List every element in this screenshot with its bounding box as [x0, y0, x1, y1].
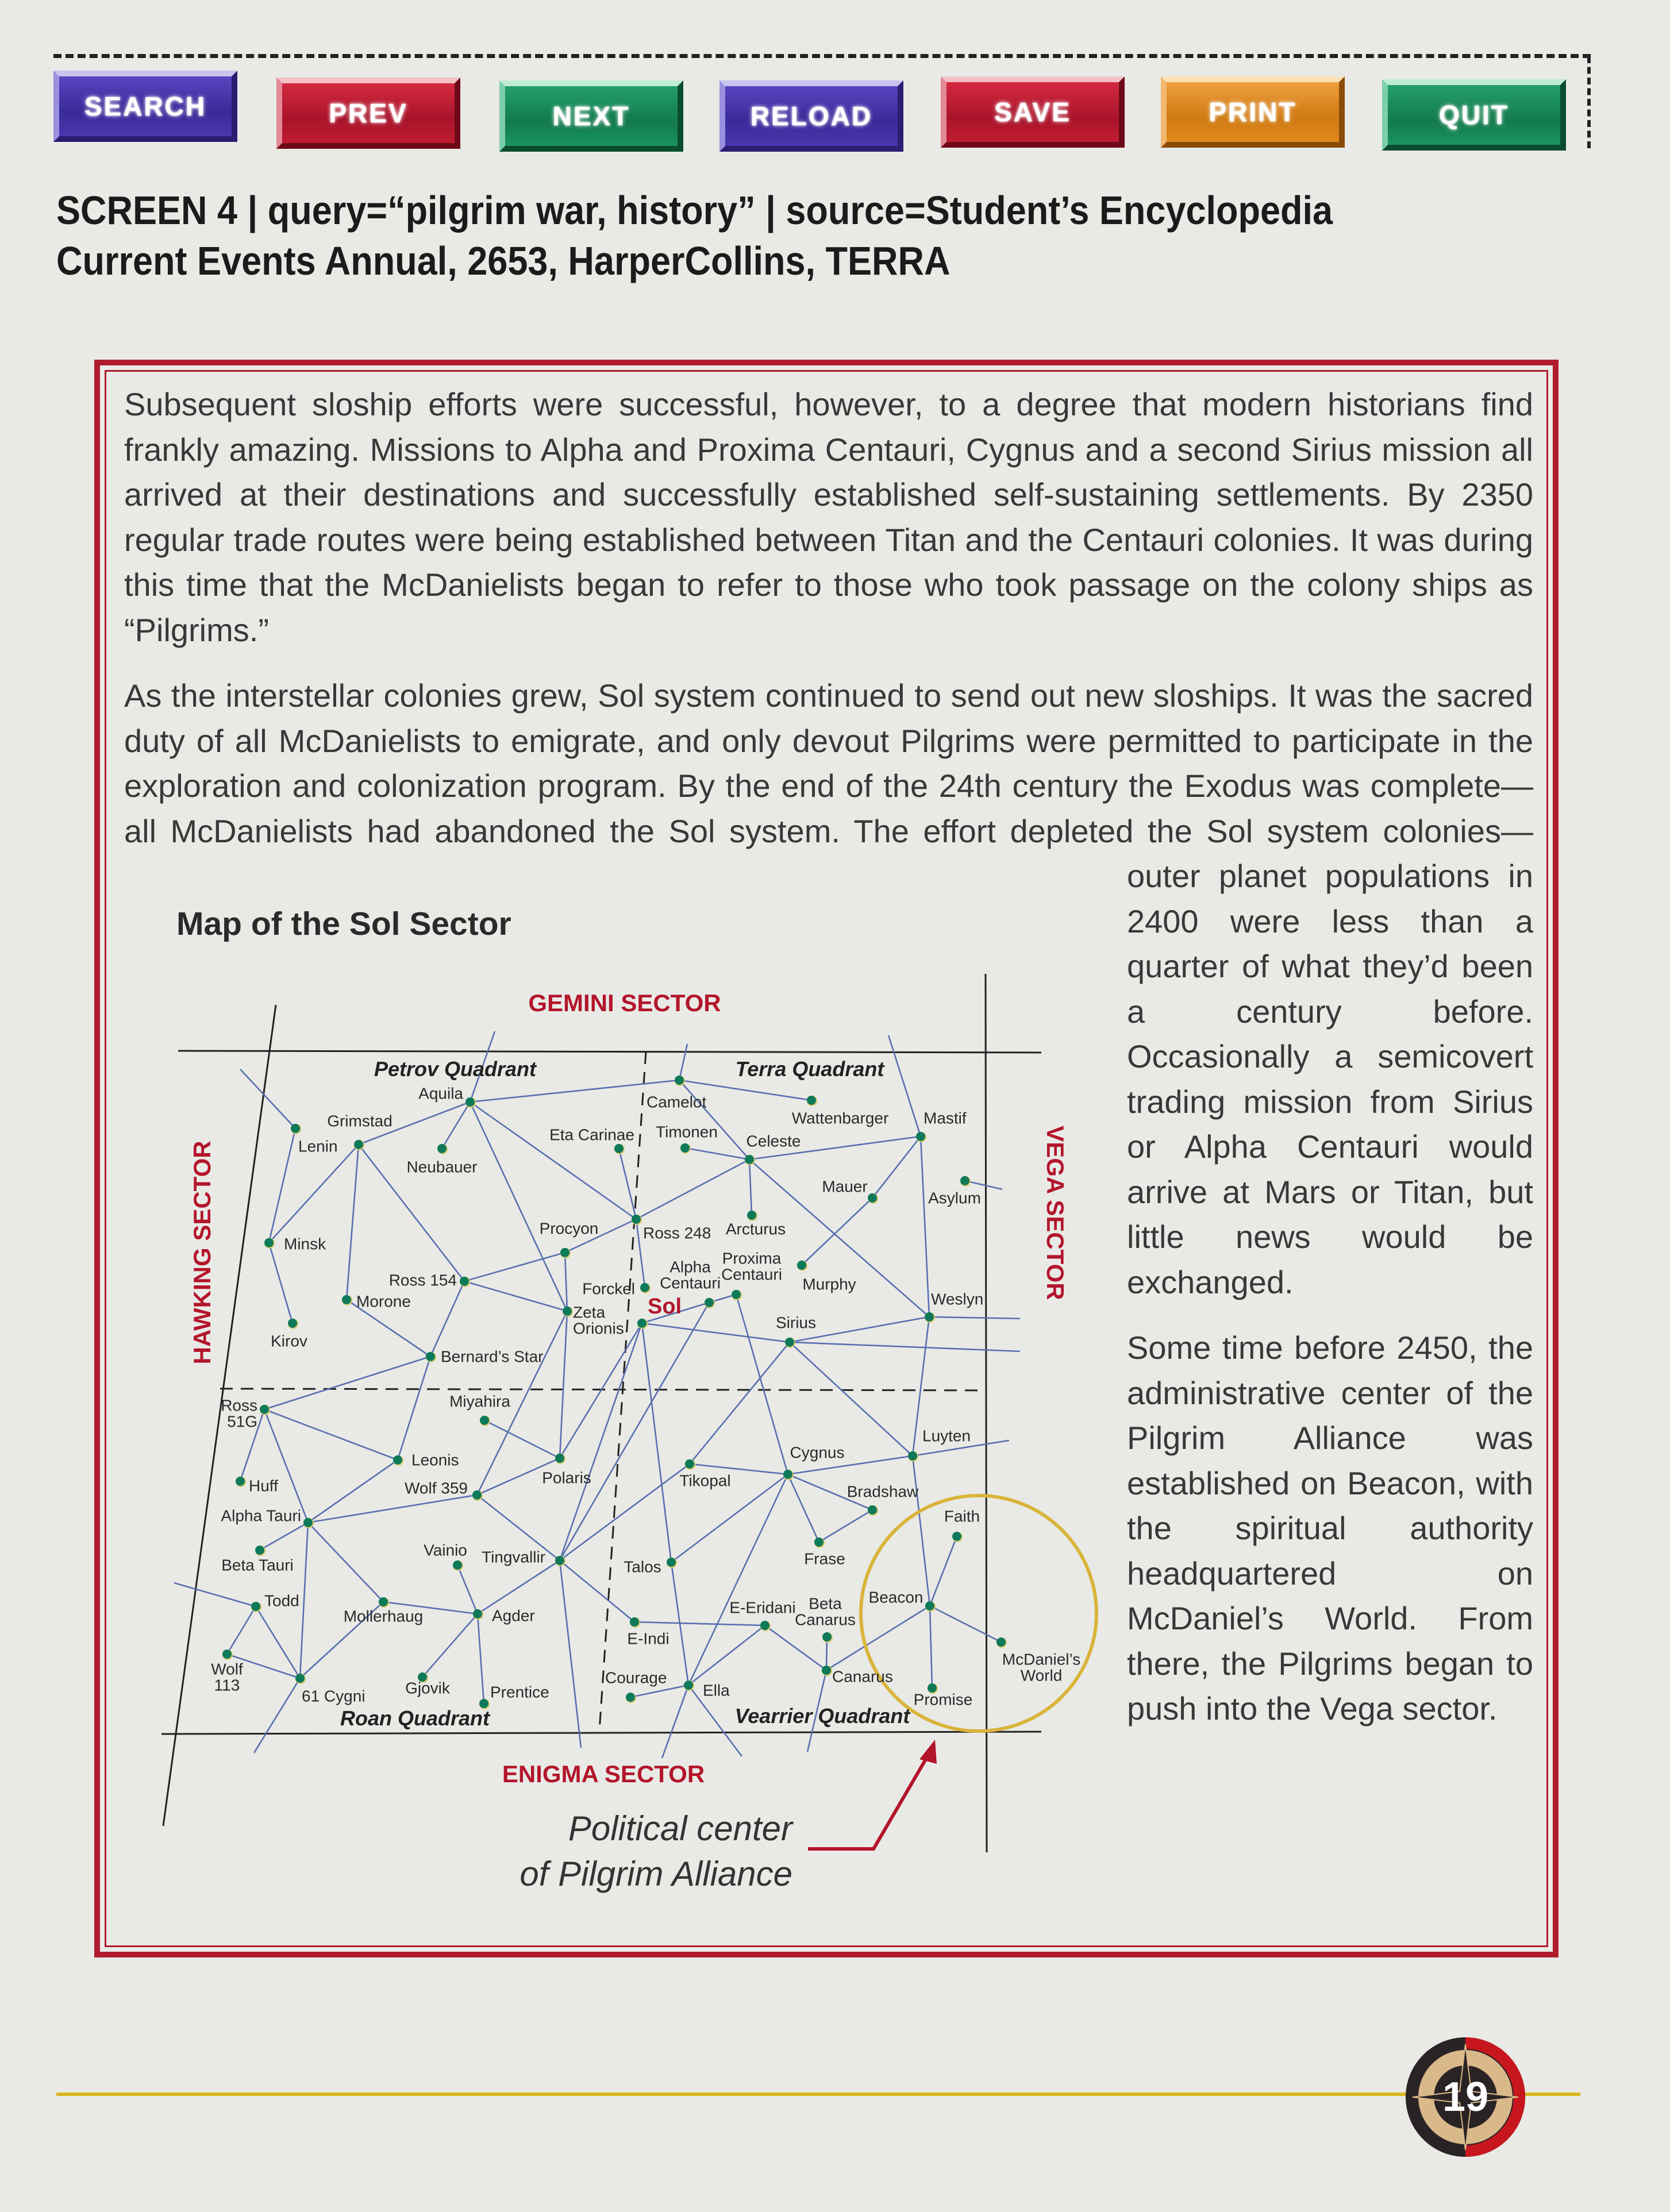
route-exit-line	[929, 1317, 1020, 1319]
star-label: Leonis	[411, 1451, 459, 1469]
star-label: Camelot	[647, 1093, 707, 1111]
paragraph-3: Some time before 2450, the administrative center of the Pilgrim Alliance was established on Beacon, with the spiritual authority headquartered on McDaniel’s World. From there, the Pilgrims began to push into the Vega sector.	[1127, 1329, 1533, 1727]
star-label: 113	[214, 1676, 240, 1694]
star-dot	[251, 1602, 260, 1611]
star-label: Promise	[913, 1690, 973, 1709]
sector-label-west: HAWKING SECTOR	[188, 1140, 216, 1365]
star-system	[542, 1454, 591, 1486]
star-dot	[426, 1352, 435, 1361]
route-line	[422, 1614, 478, 1677]
sector-label-south: ENIGMA SECTOR	[502, 1760, 705, 1787]
route-line	[560, 1302, 709, 1560]
star-label: Tikopal	[679, 1471, 731, 1490]
route-line	[464, 1253, 565, 1281]
star-system	[540, 1219, 599, 1258]
route-line	[872, 1136, 921, 1198]
route-line	[227, 1606, 256, 1654]
star-system	[679, 1459, 730, 1489]
star-label: Weslyn	[931, 1290, 984, 1308]
route-line	[688, 1474, 788, 1685]
quadrant-divider-vertical	[599, 1051, 646, 1731]
east-border	[986, 974, 987, 1852]
star-label: Celeste	[746, 1132, 801, 1150]
star-system	[582, 1280, 651, 1297]
map-title: Map of the Sol Sector	[176, 905, 511, 942]
star-label: Forckel	[582, 1280, 635, 1298]
quadrant-label-roan: Roan Quadrant	[340, 1706, 490, 1730]
star-dot	[465, 1097, 475, 1107]
quadrant-divider-horizontal	[220, 1389, 986, 1390]
star-label: Neubauer	[406, 1158, 478, 1176]
star-system	[745, 1132, 801, 1165]
star-dot	[747, 1211, 756, 1220]
quadrant-label-vearrier: Vearrier Quadrant	[734, 1704, 910, 1728]
star-dot	[303, 1518, 313, 1527]
star-system	[726, 1211, 786, 1238]
reload-button[interactable]: RELOAD	[719, 80, 903, 152]
route-line	[478, 1614, 484, 1704]
south-border	[161, 1732, 1041, 1734]
save-button[interactable]: SAVE	[941, 76, 1125, 148]
star-label: Asylum	[928, 1189, 981, 1207]
route-line	[930, 1606, 1001, 1642]
star-label: Faith	[944, 1507, 980, 1525]
route-line	[442, 1102, 470, 1149]
route-line	[269, 1243, 293, 1323]
star-dot	[614, 1144, 624, 1153]
star-dot	[685, 1459, 694, 1469]
print-button[interactable]: PRINT	[1161, 76, 1345, 148]
sector-label-north: GEMINI SECTOR	[528, 989, 721, 1016]
route-line	[749, 1159, 752, 1215]
annotation-arrow	[808, 1752, 930, 1849]
star-dot	[560, 1248, 570, 1257]
star-system	[637, 1294, 682, 1329]
star-system	[482, 1548, 565, 1566]
route-line	[484, 1420, 560, 1458]
route-line	[565, 1253, 567, 1311]
star-label: Gjovik	[405, 1679, 450, 1697]
star-label: Alpha Tauri	[221, 1506, 301, 1525]
star-system	[944, 1507, 980, 1542]
star-label: Frase	[804, 1550, 845, 1568]
star-dot	[437, 1144, 447, 1153]
next-button[interactable]: NEXT	[499, 80, 683, 152]
route-line	[260, 1523, 308, 1550]
star-label: Wattenbarger	[791, 1109, 889, 1127]
star-dot	[675, 1076, 684, 1085]
star-label: Sirius	[775, 1313, 817, 1332]
star-dot	[626, 1693, 635, 1702]
route-line	[269, 1128, 295, 1243]
star-dot	[868, 1193, 877, 1203]
route-line	[790, 1342, 913, 1456]
route-line	[788, 1474, 819, 1542]
route-line	[913, 1456, 930, 1606]
star-dot	[472, 1490, 482, 1500]
star-label: 61 Cygni	[302, 1687, 365, 1705]
star-dot	[797, 1261, 806, 1270]
star-label: Procyon	[539, 1219, 599, 1238]
route-line	[921, 1136, 929, 1317]
star-system	[847, 1482, 919, 1516]
route-line	[642, 1323, 790, 1342]
star-dot	[354, 1140, 363, 1149]
star-system	[295, 1674, 365, 1705]
star-system	[822, 1177, 878, 1204]
star-system	[729, 1598, 795, 1631]
route-line	[457, 1565, 478, 1614]
heading-line-1: SCREEN 4 | query=“pilgrim war, history” | source=Student’s Encyclopedia	[56, 188, 1333, 233]
star-label: E-Eridani	[729, 1598, 796, 1617]
route-line	[560, 1311, 567, 1458]
star-label: Zeta	[573, 1303, 606, 1321]
star-system	[418, 1084, 476, 1108]
route-line	[478, 1560, 560, 1614]
star-dot	[822, 1632, 832, 1641]
star-label: Morone	[356, 1292, 411, 1311]
star-dot	[680, 1143, 690, 1153]
star-dot	[264, 1238, 274, 1247]
star-system	[605, 1668, 667, 1703]
star-system	[424, 1541, 467, 1571]
star-dot	[732, 1290, 741, 1299]
star-dot	[705, 1298, 714, 1307]
star-dot	[563, 1307, 572, 1316]
star-system	[449, 1392, 510, 1426]
star-system	[271, 1319, 307, 1350]
star-system	[473, 1606, 535, 1624]
star-dot	[255, 1546, 264, 1555]
star-label: Wolf 359	[405, 1479, 468, 1497]
star-system	[211, 1650, 243, 1694]
route-line	[765, 1625, 826, 1670]
star-label: Agder	[492, 1606, 535, 1625]
star-dot	[555, 1454, 564, 1463]
star-system	[221, 1396, 270, 1430]
star-system	[221, 1546, 294, 1574]
route-line	[630, 1685, 688, 1697]
star-system	[479, 1683, 549, 1709]
route-exit-line	[560, 1560, 581, 1748]
star-label: Polaris	[542, 1469, 591, 1487]
route-line	[642, 1323, 671, 1562]
route-exit-line	[679, 1044, 687, 1080]
star-system	[804, 1537, 845, 1567]
star-dot	[760, 1621, 769, 1630]
route-line	[636, 1159, 749, 1219]
star-system	[721, 1249, 782, 1300]
star-dot	[952, 1532, 961, 1541]
star-dot	[908, 1451, 917, 1460]
route-line	[398, 1357, 430, 1460]
star-dot	[291, 1124, 300, 1133]
star-dot	[960, 1176, 969, 1185]
star-label: Centauri	[660, 1274, 721, 1292]
star-system	[344, 1597, 424, 1625]
page-number-badge	[1402, 2034, 1529, 2160]
star-dot	[632, 1215, 641, 1224]
star-label: Ella	[703, 1681, 730, 1700]
route-line	[308, 1523, 383, 1602]
route-exit-line	[888, 1035, 921, 1136]
star-label: Luyten	[922, 1427, 971, 1445]
star-system	[563, 1303, 624, 1337]
star-label: Mollerhaug	[343, 1607, 424, 1625]
star-dot	[453, 1560, 462, 1570]
star-system	[405, 1673, 451, 1697]
star-system	[221, 1506, 314, 1528]
star-label: World	[1020, 1666, 1063, 1685]
page-number: 19	[1442, 2074, 1489, 2120]
star-dot	[236, 1477, 245, 1486]
star-label: Cygnus	[790, 1443, 845, 1462]
star-label: 51G	[227, 1412, 257, 1431]
star-label: Canarus	[795, 1610, 856, 1629]
star-label: Vainio	[424, 1541, 467, 1559]
star-label: Bernard’s Star	[441, 1347, 544, 1366]
star-system	[656, 1123, 718, 1154]
star-label: Orionis	[573, 1319, 624, 1338]
route-exit-line	[254, 1678, 300, 1753]
star-system	[916, 1109, 967, 1142]
star-system	[342, 1292, 411, 1310]
star-system	[996, 1637, 1080, 1684]
star-dot	[480, 1416, 489, 1425]
route-line	[688, 1625, 765, 1685]
quadrant-label-petrov: Petrov Quadrant	[374, 1057, 537, 1081]
star-label: Grimstad	[327, 1112, 393, 1130]
quadrant-label-terra: Terra Quadrant	[735, 1057, 884, 1081]
route-line	[464, 1281, 567, 1311]
star-label: Beta Tauri	[221, 1556, 294, 1574]
route-line	[300, 1523, 308, 1678]
pilgrim-center-highlight-circle	[861, 1496, 1096, 1731]
star-label: Canarus	[832, 1667, 893, 1686]
star-system	[908, 1427, 971, 1462]
star-label: Beacon	[868, 1588, 923, 1606]
star-dot	[684, 1681, 693, 1690]
star-dot	[822, 1666, 831, 1675]
star-system	[928, 1176, 981, 1207]
star-dot	[868, 1505, 877, 1515]
route-line	[430, 1281, 464, 1357]
route-line	[634, 1622, 765, 1625]
route-line	[308, 1495, 477, 1523]
star-system	[914, 1683, 973, 1708]
star-system	[426, 1347, 543, 1365]
star-dot	[783, 1470, 792, 1479]
route-line	[930, 1536, 957, 1606]
route-line	[470, 1102, 636, 1219]
paragraph-2: As the interstellar colonies grew, Sol system continued to send out new sloships. It was the sacred duty of all McDanielists to emigrate, and only devout Pilgrims were permitted to participate in the exploration and colonization program. By the end of the 24th century the Exodus was complete—all McDanielists had abandoned the Sol system. The effort depleted the Sol system colonies—outer planet populations in 2400 were less than a quarter of what they’d been a century before. Occasionally a semicovert trading mission from Sirius or Alpha Centauri would arrive at Mars or Titan, but little news would be exchanged.	[124, 677, 1533, 1300]
star-system	[624, 1558, 677, 1575]
route-line	[690, 1342, 790, 1464]
star-dot	[379, 1597, 388, 1606]
star-label: Mastif	[923, 1109, 967, 1127]
star-label: Tingvallir	[482, 1548, 545, 1566]
route-line	[264, 1357, 430, 1409]
annotation-line-1: Political center	[568, 1809, 792, 1848]
annotation-line-2: of Pilgrim Alliance	[520, 1855, 792, 1893]
route-line	[308, 1460, 398, 1523]
star-label: Todd	[264, 1591, 299, 1610]
star-dot	[814, 1537, 824, 1547]
route-line	[560, 1323, 642, 1560]
star-system	[407, 1144, 478, 1176]
star-dot	[260, 1405, 269, 1414]
star-dot	[295, 1674, 305, 1683]
star-label: Ross 154	[388, 1271, 457, 1289]
star-system	[405, 1479, 483, 1501]
star-label: Miyahira	[449, 1392, 510, 1411]
star-dot	[460, 1277, 469, 1286]
star-label: Ross	[221, 1396, 257, 1415]
star-dot	[807, 1096, 816, 1105]
star-label: Eta Carinae	[549, 1126, 634, 1144]
star-label: Courage	[605, 1668, 667, 1687]
star-dot	[745, 1155, 754, 1164]
star-dot	[342, 1295, 351, 1304]
route-exit-line	[174, 1583, 256, 1606]
west-border	[163, 1005, 276, 1826]
star-label: Beta	[809, 1594, 842, 1613]
prev-button[interactable]: PREV	[276, 78, 460, 149]
route-line	[685, 1148, 749, 1159]
star-label: McDaniel’s	[1002, 1650, 1081, 1668]
star-label: Proxima	[722, 1249, 782, 1267]
star-system	[869, 1588, 936, 1612]
star-system	[647, 1076, 706, 1111]
star-system	[822, 1666, 893, 1685]
star-dot	[393, 1455, 402, 1465]
sector-label-east: VEGA SECTOR	[1042, 1126, 1069, 1300]
star-dot	[637, 1319, 647, 1328]
star-label: Wolf	[211, 1660, 243, 1678]
star-label: Centauri	[721, 1265, 782, 1284]
star-system	[795, 1594, 856, 1643]
star-label: Bradshaw	[846, 1482, 919, 1501]
quit-button[interactable]: QUIT	[1382, 79, 1566, 151]
star-dot	[288, 1319, 297, 1328]
star-system	[393, 1451, 459, 1469]
star-dot	[640, 1283, 649, 1292]
star-dot	[630, 1617, 639, 1627]
star-label: Sol	[648, 1294, 682, 1319]
route-line	[269, 1144, 359, 1243]
star-label: Huff	[249, 1477, 278, 1495]
star-label: Aquila	[418, 1084, 463, 1103]
star-dot	[667, 1558, 676, 1567]
stars-layer	[211, 1076, 1080, 1709]
arrow-head-icon	[919, 1740, 937, 1764]
star-dot	[925, 1312, 934, 1321]
route-line	[819, 1510, 872, 1542]
star-label: Ross 248	[643, 1224, 711, 1242]
star-label: Arcturus	[725, 1220, 786, 1238]
star-label: Lenin	[298, 1137, 338, 1155]
search-button[interactable]: SEARCH	[53, 71, 237, 142]
star-label: Minsk	[284, 1235, 326, 1253]
footer-rule	[56, 2092, 1580, 2096]
star-system	[236, 1477, 278, 1494]
star-label: Talos	[624, 1558, 661, 1576]
star-system	[797, 1261, 856, 1293]
route-line	[264, 1409, 398, 1460]
star-system	[251, 1591, 299, 1612]
route-line	[560, 1323, 642, 1458]
star-dot	[925, 1601, 934, 1610]
route-line	[347, 1144, 359, 1300]
star-label: E-Indi	[627, 1629, 669, 1648]
star-dot	[996, 1637, 1006, 1647]
route-line	[264, 1409, 308, 1523]
route-line	[802, 1198, 872, 1265]
route-line	[930, 1606, 932, 1688]
star-dot	[222, 1650, 232, 1659]
star-label: Mauer	[822, 1177, 868, 1196]
route-line	[256, 1606, 300, 1678]
route-exit-line	[240, 1069, 295, 1128]
star-system	[632, 1215, 711, 1242]
star-dot	[916, 1132, 925, 1141]
heading-line-2: Current Events Annual, 2653, HarperCollins, TERRA	[56, 238, 951, 283]
star-dot	[555, 1556, 564, 1565]
star-label: Murphy	[802, 1275, 856, 1293]
star-system	[549, 1126, 634, 1154]
north-border	[178, 1051, 1041, 1053]
star-label: Prentice	[490, 1683, 549, 1701]
star-dot	[473, 1609, 482, 1618]
route-exit-line	[662, 1685, 688, 1758]
star-label: Alpha	[669, 1258, 711, 1276]
star-label: Timonen	[656, 1123, 718, 1141]
star-system	[792, 1096, 889, 1127]
star-dot	[785, 1338, 794, 1347]
star-system	[684, 1681, 730, 1699]
paragraph-1: Subsequent sloship efforts were successful, however, to a degree that modern historians find frankly amazing. Missions to Alpha and Proxima Centauri, Cygnus and a second Sirius mission all arrived at their destinations and successfully established self-sustaining settlements. By 2350 regular trade routes were being established between Titan and the Centauri colonies. It was during this time that the McDanielists began to refer to those who took passage on the colony ships as “Pilgrims.”	[124, 386, 1533, 648]
star-system	[783, 1443, 844, 1480]
star-label: Kirov	[271, 1332, 307, 1350]
